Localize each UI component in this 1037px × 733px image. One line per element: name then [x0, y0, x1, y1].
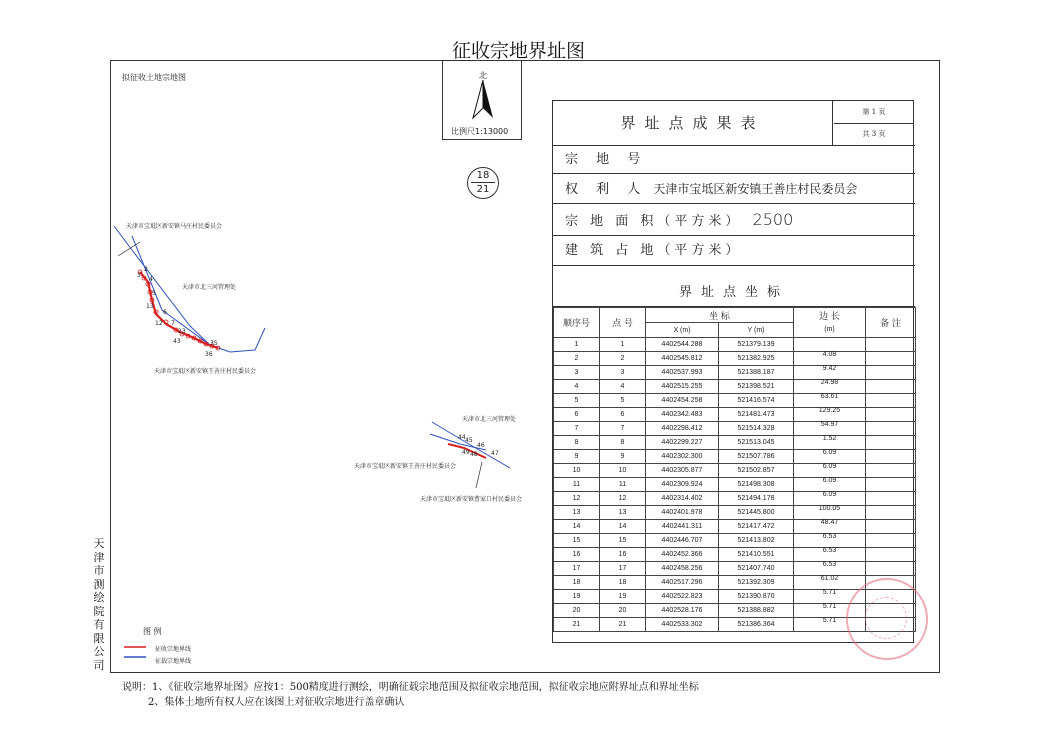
cell-point: 3: [600, 366, 646, 380]
cell-point: 18: [600, 576, 646, 590]
point-label: 12: [155, 320, 163, 327]
owner-label: 权 利 人: [565, 182, 648, 197]
point-label: 23: [178, 328, 186, 335]
cell-point: 17: [600, 562, 646, 576]
cell-edge: [794, 338, 866, 352]
cell-seq: 12: [554, 492, 600, 506]
cell-point: 9: [600, 450, 646, 464]
red-seal-stamp: [846, 578, 928, 660]
cell-seq: 16: [554, 548, 600, 562]
table-row: [554, 338, 916, 352]
cell-remark: [866, 352, 916, 366]
cell-y: 521481.473: [719, 408, 794, 422]
cell-edge: 129.25: [794, 408, 866, 422]
map-label-1: 天津市宝坻区新安镇马庄村民委员会: [126, 223, 223, 230]
table-row: [554, 506, 916, 520]
page-number: 第 1 页: [834, 101, 914, 124]
legend-title: 图 例: [143, 627, 162, 636]
cell-x: 4402528.176: [646, 604, 719, 618]
col-point: 点 号: [600, 308, 646, 338]
cell-x: 4402452.366: [646, 548, 719, 562]
map-label-5: 天津市宝坻区新安镇王善庄村民委员会: [354, 463, 457, 470]
cell-seq: 2: [554, 352, 600, 366]
table-row: [554, 352, 916, 366]
cell-y: 521514.328: [719, 422, 794, 436]
point-label: 2: [144, 266, 148, 273]
col-remark: 备 注: [866, 308, 916, 338]
cell-y: 521392.309: [719, 576, 794, 590]
point-label: 46: [477, 442, 485, 449]
col-edge: 边 长: [794, 308, 866, 323]
point-label: 48: [470, 451, 478, 458]
cell-y: 521388.187: [719, 366, 794, 380]
cell-edge: 6.53: [794, 548, 866, 562]
blue-boundary-line-3: [230, 328, 265, 352]
table-row: [554, 394, 916, 408]
legend-red-label: 征收宗地界线: [155, 646, 192, 653]
cell-point: 2: [600, 352, 646, 366]
cell-y: 521502.857: [719, 464, 794, 478]
cell-x: 4402522.823: [646, 590, 719, 604]
table-row: [554, 520, 916, 534]
cell-edge: 6.09: [794, 450, 866, 464]
cell-remark: [866, 492, 916, 506]
cell-seq: 3: [554, 366, 600, 380]
point-label: 35: [210, 340, 218, 347]
cell-x: 4402401.978: [646, 506, 719, 520]
cell-y: 521507.786: [719, 450, 794, 464]
cell-seq: 21: [554, 618, 600, 632]
cell-edge: 6.09: [794, 492, 866, 506]
point-label: 5: [152, 290, 156, 297]
table-row: [554, 380, 916, 394]
cell-point: 10: [600, 464, 646, 478]
cell-seq: 4: [554, 380, 600, 394]
cell-seq: 10: [554, 464, 600, 478]
cell-remark: [866, 548, 916, 562]
cell-x: 4402537.993: [646, 366, 719, 380]
point-label: 13: [146, 303, 154, 310]
cell-y: 521407.740: [719, 562, 794, 576]
col-seq: 顺序号: [554, 308, 600, 338]
cell-y: 521513.045: [719, 436, 794, 450]
table-row: [554, 534, 916, 548]
map-label-2: 天津市北三河管理处: [182, 284, 237, 291]
table-row: [554, 366, 916, 380]
cell-remark: [866, 506, 916, 520]
owner-value: 天津市宝坻区新安镇王善庄村民委员会: [653, 182, 858, 196]
cell-remark: [866, 450, 916, 464]
company-char: 司: [93, 658, 105, 672]
cell-edge: 6.09: [794, 464, 866, 478]
cell-point: 6: [600, 408, 646, 422]
scale-text: 比例尺1:13000: [451, 127, 509, 136]
cell-edge: 63.61: [794, 394, 866, 408]
cell-y: 521445.800: [719, 506, 794, 520]
building-area-label: 建 筑 占 地（平方米）: [553, 236, 915, 266]
point-label: 3: [137, 272, 141, 279]
company-char: 天: [93, 537, 105, 550]
cell-x: 4402441.311: [646, 520, 719, 534]
cell-edge: 6.09: [794, 478, 866, 492]
col-x: X (m): [646, 323, 719, 338]
cell-point: 11: [600, 478, 646, 492]
note-line-2: 2、集体土地所有权人应在该图上对征收宗地进行盖章确认: [148, 697, 405, 708]
table-row: [554, 422, 916, 436]
boundary-points-table: [553, 307, 916, 632]
col-coord: 坐 标: [646, 308, 794, 323]
cell-x: 4402545.812: [646, 352, 719, 366]
col-edge-unit: (m): [794, 323, 866, 338]
company-name-vertical: [92, 537, 106, 672]
cell-seq: 7: [554, 422, 600, 436]
point-label: 47: [491, 450, 499, 457]
cell-x: 4402298.412: [646, 422, 719, 436]
cell-edge: 5.71: [794, 604, 866, 618]
cell-remark: [866, 380, 916, 394]
leader-line-1: [118, 242, 140, 256]
area-value: 2500: [752, 210, 794, 229]
map-label-3: 天津市宝坻区新安镇王善庄村民委员会: [154, 368, 257, 375]
cell-point: 7: [600, 422, 646, 436]
company-char: 院: [93, 604, 105, 618]
legend-blue-label: 征载宗地界线: [155, 658, 192, 665]
leader-line-2: [476, 462, 482, 488]
cell-x: 4402309.924: [646, 478, 719, 492]
cell-y: 521388.882: [719, 604, 794, 618]
cell-edge: 54.97: [794, 422, 866, 436]
sheet-total: 21: [476, 184, 490, 195]
cell-remark: [866, 338, 916, 352]
cell-point: 5: [600, 394, 646, 408]
table-row: [554, 562, 916, 576]
area-row: [553, 204, 915, 236]
col-y: Y (m): [719, 323, 794, 338]
legend: [125, 626, 191, 665]
cell-y: 521416.574: [719, 394, 794, 408]
point-label: 44: [458, 434, 466, 441]
cell-seq: 18: [554, 576, 600, 590]
cell-remark: [866, 534, 916, 548]
boundary-points-sheet: [552, 100, 914, 643]
cell-remark: [866, 408, 916, 422]
cell-edge: 100.05: [794, 506, 866, 520]
company-char: 市: [93, 564, 105, 577]
cell-point: 4: [600, 380, 646, 394]
map-label-6: 天津市宝坻区新安镇曹家口村民委员会: [420, 496, 523, 503]
sheet-header: [553, 101, 915, 146]
cell-edge: 5.71: [794, 590, 866, 604]
cell-seq: 15: [554, 534, 600, 548]
cell-x: 4402458.256: [646, 562, 719, 576]
point-label: 6: [163, 309, 167, 316]
cell-edge: 5.71: [794, 618, 866, 632]
company-char: 公: [93, 645, 105, 658]
cell-point: 15: [600, 534, 646, 548]
cell-point: 16: [600, 548, 646, 562]
cell-seq: 9: [554, 450, 600, 464]
note-line-1: 说明：1、《征收宗地界址图》应按1：500精度进行测绘，明确征载宗地范围及拟征收宗地范围，拟征收宗地应附界址点和界址坐标: [122, 682, 699, 693]
cell-point: 1: [600, 338, 646, 352]
cell-remark: [866, 562, 916, 576]
cell-remark: [866, 436, 916, 450]
cell-seq: 11: [554, 478, 600, 492]
cell-y: 521498.308: [719, 478, 794, 492]
north-label: 北: [479, 71, 487, 80]
cell-y: 521413.802: [719, 534, 794, 548]
parcel-no-label: 宗 地 号: [553, 146, 915, 174]
cell-y: 521386.364: [719, 618, 794, 632]
cell-seq: 19: [554, 590, 600, 604]
table-row: [554, 548, 916, 562]
cell-remark: [866, 394, 916, 408]
sheet-title: 界址点成果表: [553, 101, 833, 145]
cell-seq: 6: [554, 408, 600, 422]
company-char: 有: [93, 618, 105, 631]
cell-y: 521398.521: [719, 380, 794, 394]
cell-y: 521417.472: [719, 520, 794, 534]
cell-edge: 48.47: [794, 520, 866, 534]
cell-x: 4402299.227: [646, 436, 719, 450]
area-label: 宗 地 面 积（平方米）: [565, 214, 743, 229]
map-caption: 拟征收土地宗地图: [122, 73, 186, 82]
cell-seq: 1: [554, 338, 600, 352]
cell-point: 13: [600, 506, 646, 520]
owner-row: [553, 174, 915, 204]
cell-x: 4402515.255: [646, 380, 719, 394]
notes: [122, 680, 699, 710]
table-row: [554, 492, 916, 506]
cell-x: 4402305.877: [646, 464, 719, 478]
map-label-4: 天津市北三河管理处: [462, 416, 517, 423]
cell-y: 521410.551: [719, 548, 794, 562]
point-label: 49: [462, 449, 470, 456]
cell-remark: [866, 520, 916, 534]
cell-x: 4402533.302: [646, 618, 719, 632]
coord-title: 界址点坐标: [553, 279, 915, 307]
cell-y: 521494.178: [719, 492, 794, 506]
cell-edge: 9.42: [794, 366, 866, 380]
table-row: [554, 436, 916, 450]
cell-x: 4402454.258: [646, 394, 719, 408]
point-label: 4: [149, 276, 153, 283]
cell-edge: 6.53: [794, 562, 866, 576]
table-row: [554, 450, 916, 464]
point-label: 36: [205, 351, 213, 358]
point-label: 7: [171, 320, 175, 327]
table-row: [554, 408, 916, 422]
cell-x: 4402517.296: [646, 576, 719, 590]
page-title: 征收宗地界址图: [451, 40, 585, 62]
cell-seq: 8: [554, 436, 600, 450]
table-row: [554, 464, 916, 478]
table-row: [554, 478, 916, 492]
cell-point: 20: [600, 604, 646, 618]
cell-remark: [866, 422, 916, 436]
page-total: 共 3 页: [862, 130, 886, 138]
cell-seq: 17: [554, 562, 600, 576]
company-char: 测: [93, 577, 105, 591]
cell-remark: [866, 366, 916, 380]
cell-y: 521390.870: [719, 590, 794, 604]
cell-x: 4402342.483: [646, 408, 719, 422]
cell-x: 4402314.402: [646, 492, 719, 506]
cell-point: 19: [600, 590, 646, 604]
point-label: 45: [465, 437, 473, 444]
cell-x: 4402302.300: [646, 450, 719, 464]
cell-remark: [866, 478, 916, 492]
cell-edge: 1.52: [794, 436, 866, 450]
cell-y: 521379.139: [719, 338, 794, 352]
cell-point: 14: [600, 520, 646, 534]
company-char: 限: [93, 631, 105, 645]
cell-x: 4402544.288: [646, 338, 719, 352]
cell-y: 521382.925: [719, 352, 794, 366]
cell-point: 21: [600, 618, 646, 632]
point-label: 43: [173, 338, 181, 345]
cell-point: 12: [600, 492, 646, 506]
cell-seq: 14: [554, 520, 600, 534]
cell-remark: [866, 464, 916, 478]
cell-seq: 20: [554, 604, 600, 618]
cell-edge: 4.08: [794, 352, 866, 366]
company-char: 津: [93, 550, 105, 564]
cell-x: 4402446.707: [646, 534, 719, 548]
cell-edge: 61.02: [794, 576, 866, 590]
cell-seq: 5: [554, 394, 600, 408]
company-char: 绘: [93, 591, 105, 604]
cell-edge: 24.98: [794, 380, 866, 394]
sheet-number: 18: [476, 170, 490, 181]
cell-point: 8: [600, 436, 646, 450]
cell-edge: 6.53: [794, 534, 866, 548]
cell-seq: 13: [554, 506, 600, 520]
